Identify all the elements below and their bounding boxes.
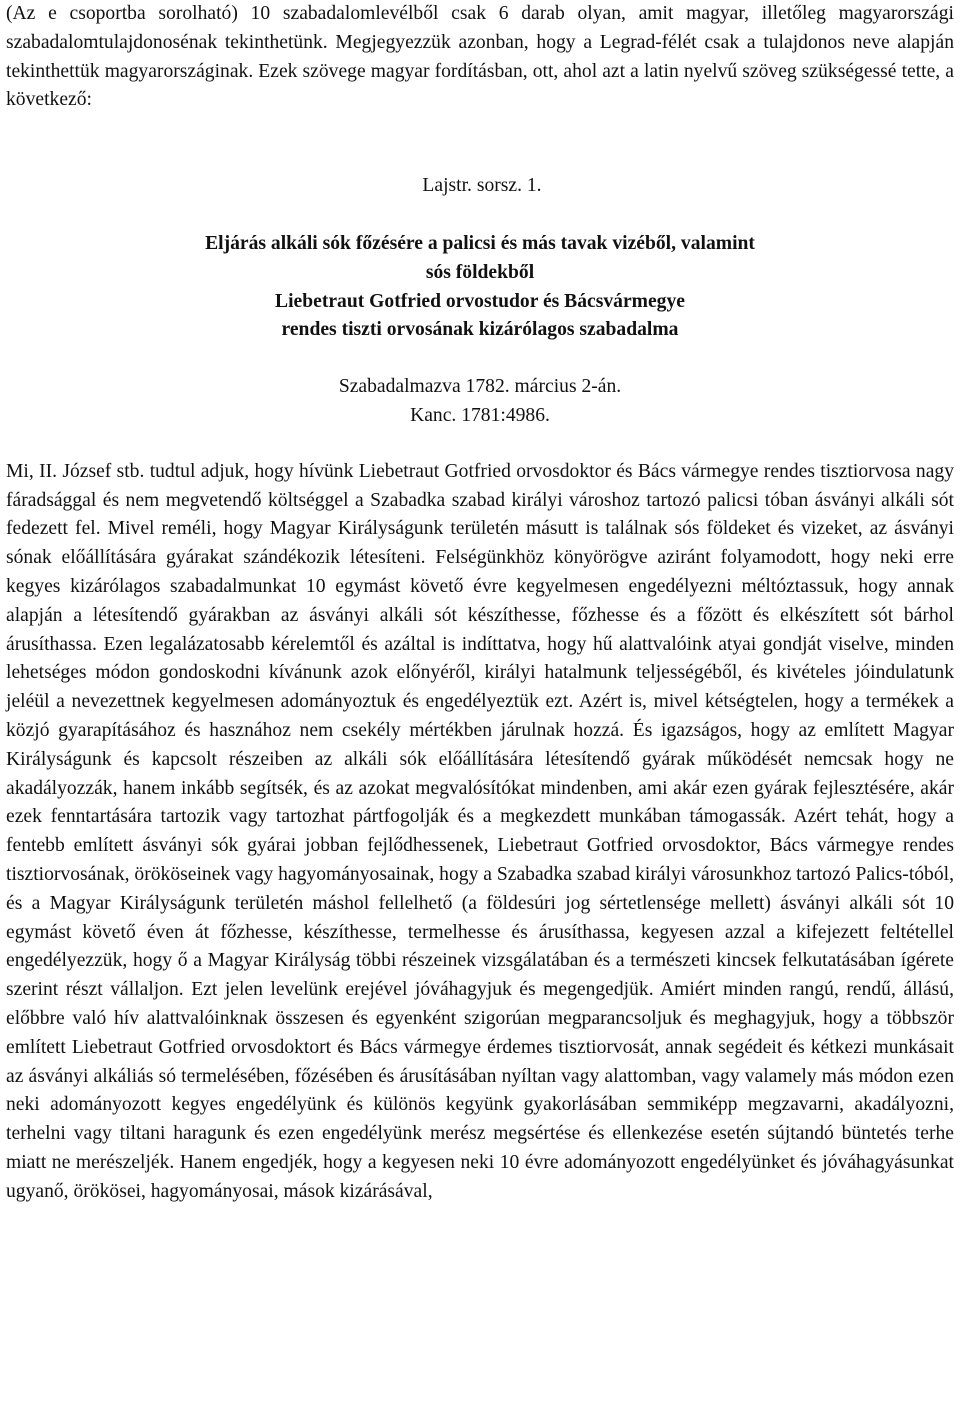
body-paragraph: Mi, II. József stb. tudtul adjuk, hogy hívünk Liebetraut Gotfried orvosdoktor és Bács vármegye rendes tisztiorvosa nagy fáradsággal és nem megvetendő költséggel a Szabadka szabad királyi városhoz tartozó palicsi tóban ásványi alkáli sót fedezett fel. Mivel reméli, hogy Magyar Királyságunk területén másutt is találnak sós földeket és vizeket, az ásványi sónak előállítására gyárakat szándékozik létesíteni. Felségünkhöz könyörögve aziránt folyamodott, hogy neki erre kegyes kizárólagos szabadalmunkat 10 egymást követő évre kegyelmesen engedélyezni méltóztassuk, hogy annak alapján a létesítendő gyárakban az ásványi alkáli sót készíthesse, főzhesse és a főzött és elkészített sót bárhol árusíthassa. Ezen legalázatosabb kérelemtől és azáltal is indíttatva, hogy hű alattvalóink atyai gondját viselve, minden lehetséges módon gondoskodni kívánunk azok előnyéről, királyi hatalmunk teljességéből, és kivételes jóindulatunk jeléül a nevezettnek kegyelmesen adományoztuk és engedélyeztük ezt. Azért is, mivel kétségtelen, hogy a termékek a közjó gyarapításához és hasznához nem csekély mértékben járulnak hozzá. És igazságos, hogy az említett Magyar Királyságunk és kapcsolt részeiben az alkáli sók előállítására létesítendő gyárak működését nemcsak hogy ne akadályozzák, hanem inkább segítsék, és az azokat megvalósítókat mindenben, ami akár ezen gyárak fejlesztésére, akár ezek fenntartására tartozik vagy tartozhat pártfogolják és a megkezdett munkában támogassák. Azért tehát, hogy a fentebb említett ásványi sók gyárai jobban fejlődhessenek, Liebetraut Gotfried orvosdoktor, Bács vármegye rendes tisztiorvosának, örököseinek vagy hagyományosainak, hogy a Szabadka szabad királyi városunkhoz tartozó Palics-tóból, és a Magyar Királyságunk területén máshol fellelhető (a földesúri jog sértetlensége mellett) ásványi alkáli sót 10 egymást követő éven át főzhesse, készíthesse, termelhesse és árusíthassa, kegyesen azzal a kifejezett feltétellel engedélyezzük, hogy ő a Magyar Királyság többi részeinek vizsgálatában és a természeti kincsek felkutatásában ígérete szerint részt vállaljon. Ezt jelen levelünk erejével jóváhagyjuk és megengedjük. Amiért minden rangú, rendű, állású, előbbre való hív alattvalóinknak összesen és egyenként szigorúan megparancsoljuk és meghagyjuk, hogy a többször említett Liebetraut Gotfried orvosdoktort és Bács vármegye érdemes tisztiorvosát, annak segédeit és kétkezi munkásait az ásványi alkáliás só termelésében, főzésében és árusításában nyíltan vagy alattomban, vagy valamely más módon ezen neki adományozott kegyes engedélyünk és különös kegyünk gyakorlásában semmiképp megzavarni, akadályozni, terhelni vagy tiltani haragunk és ezen engedélyünk merész megsértése és ellenkezése esetén sújtandó büntetés terhe miatt ne merészeljék. Hanem engedjék, hogy a kegyesen neki 10 évre adományozott engedélyünket és jóváhagyásunkat ugyanő, örökösei, hagyományosai, mások kizárásával, [6, 460, 954, 1202]
patent-title-line: sós földekből [425, 261, 535, 283]
patent-title [6, 230, 954, 345]
patent-meta [6, 373, 954, 431]
document-page [6, 0, 954, 1206]
chancellery-number: Kanc. 1781:4986. [410, 404, 550, 426]
patent-title-line: Liebetraut Gotfried orvostudor és Bácsvármegye [275, 290, 685, 312]
intro-paragraph: (Az e csoportba sorolható) 10 szabadalomlevélből csak 6 darab olyan, amit magyar, illetőleg magyarországi szabadalomtulajdonosénak tekinthetünk. Megjegyezzük azonban, hogy a Legrad-félét csak a tulajdonos neve alapján tekinthettük magyarországinak. Ezek szövege magyar fordításban, ott, ahol azt a latin nyelvű szöveg szükségessé tette, a következő: [6, 3, 954, 111]
registry-number: Lajstr. sorsz. 1. [422, 175, 542, 197]
patent-date: Szabadalmazva 1782. március 2-án. [338, 376, 622, 398]
patent-title-line: Eljárás alkáli sók főzésére a palicsi és más tavak vizéből, valamint [205, 232, 755, 254]
patent-title-line: rendes tiszti orvosának kizárólagos szabadalma [281, 319, 679, 341]
